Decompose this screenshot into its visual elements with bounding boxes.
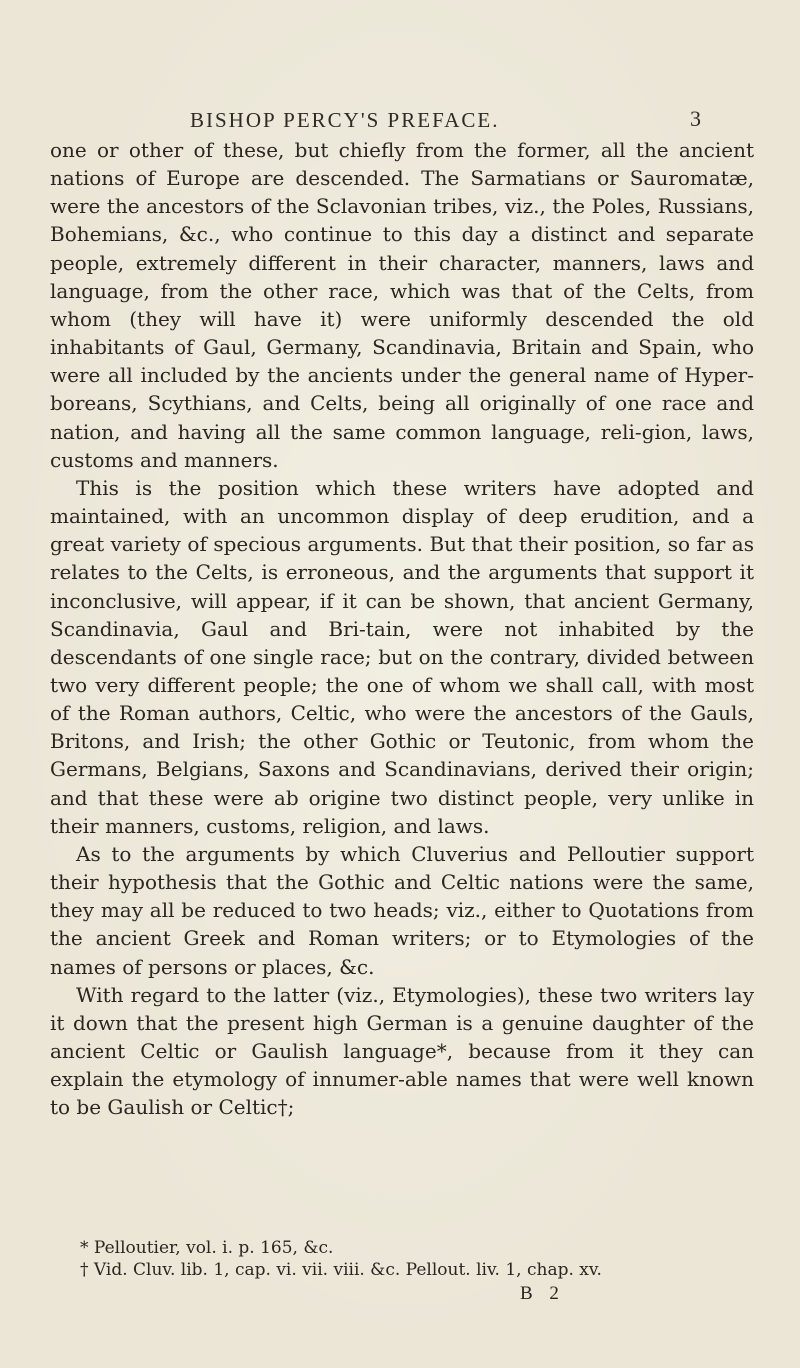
paragraph-3: As to the arguments by which Cluverius and Pelloutier support their hypothesis that the Gothic and Celtic nations were the same, they may all be reduced to two heads; viz., either to Quotations from the ancient Greek and Roman writers; or to Etymologies of the names of persons or places, &c.	[50, 841, 754, 979]
running-title: BISHOP PERCY'S PREFACE.	[190, 108, 500, 132]
paragraph-4: With regard to the latter (viz., Etymologies), these two writers lay it down that the present high German is a genuine daughter of the ancient Celtic or Gaulish language*, because from it they can explain the etymology of innumer-able names that were well known to be Gaulish or Celtic†;	[50, 982, 754, 1120]
signature-mark: B 2	[520, 1283, 565, 1304]
paragraph-1: one or other of these, but chiefly from the former, all the ancient nations of Europe are descended. The Sarmatians or Sauromatæ, were the ancestors of the Sclavonian tribes, viz., the Poles, Russians, Bohemians, &c., who continue to this day a distinct and separate people, extremely different in their character, manners, laws and language, from the other race, which was that of the Celts, from whom (they will have it) were uniformly descended the old inhabitants of Gaul, Germany, Scandinavia, Britain and Spain, who were all included by the ancients under the general name of Hyper-boreans, Scythians, and Celts, being all originally of one race and nation, and having all the same common language, reli-gion, laws, customs and manners.	[50, 138, 754, 472]
page-number: 3	[690, 106, 701, 131]
body-text	[50, 136, 754, 1121]
paragraph-2: This is the position which these writers have adopted and maintained, with an uncommon display of deep erudition, and a great variety of specious arguments. But that their position, so far as relates to the Celts, is erroneous, and the arguments that support it inconclusive, will appear, if it can be shown, that ancient Germany, Scandinavia, Gaul and Bri-tain, were not inhabited by the descendants of one single race; but on the contrary, divided between two very different people; the one of whom we shall call, with most of the Roman authors, Celtic, who were the ancestors of the Gauls, Britons, and Irish; the other Gothic or Teutonic, from whom the Germans, Belgians, Saxons and Scandinavians, derived their origin; and that these were ab origine two distinct people, very unlike in their manners, customs, religion, and laws.	[50, 475, 754, 838]
footnote-1: * Pelloutier, vol. i. p. 165, &c.	[80, 1238, 334, 1258]
footnotes	[80, 1237, 760, 1281]
footnote-2: † Vid. Cluv. lib. 1, cap. vi. vii. viii. &c. Pellout. liv. 1, chap. xv.	[80, 1260, 602, 1280]
